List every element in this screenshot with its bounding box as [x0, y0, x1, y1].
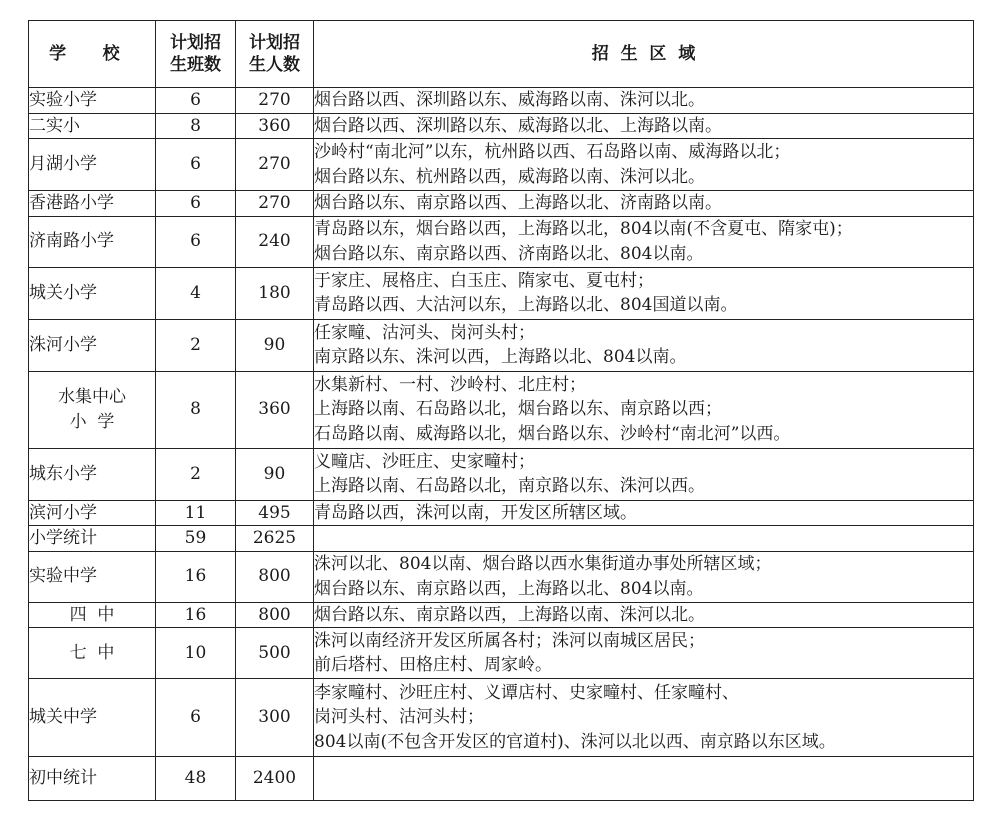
student-count-cell: 270 [236, 139, 314, 191]
area-line: 南京路以东、洙河以西，上海路以北、804以南。 [314, 347, 687, 367]
class-count-cell: 48 [156, 757, 236, 801]
area-cell [314, 602, 974, 628]
school-cell [29, 526, 156, 552]
table-row [29, 526, 974, 552]
school-name: 实验小学 [29, 90, 97, 110]
student-count-cell: 800 [236, 602, 314, 628]
header-school-text: 学 校 [49, 44, 135, 64]
area-cell [314, 757, 974, 801]
area-line: 于家庄、展格庄、白玉庄、隋家屯、夏屯村； [314, 270, 654, 291]
class-count-cell: 2 [156, 319, 236, 371]
table-row [29, 267, 974, 319]
table-row [29, 679, 974, 757]
area-line: 水集新村、一村、沙岭村、北庄村； [314, 374, 586, 395]
area-line: 青岛路以西、大沽河以东，上海路以北、804国道以南。 [314, 295, 738, 315]
student-count-cell: 2625 [236, 526, 314, 552]
school-name: 济南路小学 [29, 231, 114, 252]
student-count-cell: 360 [236, 113, 314, 139]
enrollment-table [28, 20, 974, 801]
school-name: 四 中 [69, 604, 115, 625]
area-line: 烟台路以西、深圳路以东、威海路以南、洙河以北。 [314, 90, 705, 110]
area-line: 义疃店、沙旺庄、史家疃村； [314, 451, 535, 472]
table-row [29, 448, 974, 500]
header-area-text: 招 生 区 域 [591, 44, 696, 64]
table-body [29, 88, 974, 801]
area-line: 烟台路以东、南京路以西，上海路以南、洙河以北。 [314, 604, 705, 625]
area-line: 李家疃村、沙旺庄村、义谭店村、史家疃村、任家疃村、 [314, 682, 739, 703]
area-line: 烟台路以东、南京路以西、济南路以北、804以南。 [314, 243, 704, 264]
area-cell [314, 500, 974, 526]
class-count-cell: 2 [156, 448, 236, 500]
school-name: 水集中心 [58, 387, 126, 407]
area-cell [314, 551, 974, 602]
table-row [29, 757, 974, 801]
class-count-cell: 16 [156, 551, 236, 602]
school-name: 七 中 [69, 642, 115, 663]
school-cell [29, 448, 156, 500]
header-students-line: 计划招 [249, 33, 300, 53]
school-name: 小 学 [69, 411, 115, 432]
header-school [29, 21, 156, 88]
school-name: 滨河小学 [29, 502, 97, 523]
class-count-cell: 59 [156, 526, 236, 552]
header-students [236, 21, 314, 88]
area-line: 任家疃、沽河头、岗河头村； [314, 322, 535, 343]
school-name: 城关中学 [29, 707, 97, 728]
area-line: 烟台路以东、杭州路以西，威海路以南、洙河以北。 [314, 166, 705, 187]
school-cell [29, 191, 156, 217]
student-count-cell: 500 [236, 628, 314, 679]
table-row [29, 371, 974, 448]
school-name: 初中统计 [29, 768, 97, 789]
class-count-cell: 6 [156, 88, 236, 114]
table-row [29, 216, 974, 267]
student-count-cell: 90 [236, 319, 314, 371]
class-count-cell: 11 [156, 500, 236, 526]
area-cell [314, 267, 974, 319]
area-cell [314, 319, 974, 371]
student-count-cell: 300 [236, 679, 314, 757]
school-cell [29, 267, 156, 319]
area-cell [314, 216, 974, 267]
student-count-cell: 240 [236, 216, 314, 267]
header-students-line: 生人数 [249, 55, 300, 75]
area-cell [314, 139, 974, 191]
area-line: 上海路以南、石岛路以北，南京路以东、洙河以西。 [314, 476, 705, 496]
class-count-cell: 6 [156, 139, 236, 191]
table-row [29, 191, 974, 217]
header-row [29, 21, 974, 88]
area-line: 洙河以北、804以南、烟台路以西水集街道办事处所辖区域； [314, 554, 772, 574]
table-row [29, 139, 974, 191]
school-cell [29, 757, 156, 801]
student-count-cell: 2400 [236, 757, 314, 801]
class-count-cell: 8 [156, 371, 236, 448]
area-line: 804以南(不包含开发区的官道村)、洙河以北以西、南京路以东区域。 [314, 731, 836, 752]
area-cell [314, 628, 974, 679]
header-classes-line: 计划招 [170, 33, 221, 53]
area-line: 烟台路以东、南京路以西，上海路以北、804以南。 [314, 578, 704, 599]
class-count-cell: 6 [156, 216, 236, 267]
table-row [29, 88, 974, 114]
table-row [29, 602, 974, 628]
header-classes [156, 21, 236, 88]
table-row [29, 551, 974, 602]
school-name: 城东小学 [29, 463, 97, 484]
school-cell [29, 319, 156, 371]
school-name: 洙河小学 [29, 334, 97, 355]
class-count-cell: 10 [156, 628, 236, 679]
school-cell [29, 139, 156, 191]
area-line: 青岛路以东，烟台路以西，上海路以北，804以南(不含夏屯、隋家屯)； [314, 219, 853, 239]
area-line: 岗河头村、沽河头村； [314, 707, 484, 728]
school-name: 城关小学 [29, 282, 97, 303]
class-count-cell: 8 [156, 113, 236, 139]
school-name: 实验中学 [29, 566, 97, 587]
area-cell [314, 526, 974, 552]
school-cell [29, 679, 156, 757]
school-cell [29, 602, 156, 628]
school-cell [29, 88, 156, 114]
table-row [29, 113, 974, 139]
table-row [29, 500, 974, 526]
area-line: 青岛路以西，洙河以南，开发区所辖区域。 [314, 502, 637, 523]
area-cell [314, 448, 974, 500]
student-count-cell: 270 [236, 191, 314, 217]
class-count-cell: 16 [156, 602, 236, 628]
student-count-cell: 800 [236, 551, 314, 602]
area-cell [314, 679, 974, 757]
school-cell [29, 628, 156, 679]
student-count-cell: 360 [236, 371, 314, 448]
school-name: 小学统计 [29, 528, 97, 548]
school-name: 月湖小学 [29, 154, 97, 175]
area-line: 烟台路以东、南京路以西、上海路以北、济南路以南。 [314, 193, 722, 213]
area-cell [314, 371, 974, 448]
area-line: 前后塔村、田格庄村、周家岭。 [314, 655, 552, 675]
area-line: 烟台路以西、深圳路以东、威海路以北、上海路以南。 [314, 115, 722, 136]
header-area [314, 21, 974, 88]
area-line: 沙岭村“南北河”以东，杭州路以西、石岛路以南、威海路以北； [314, 142, 791, 162]
school-cell [29, 371, 156, 448]
area-cell [314, 113, 974, 139]
class-count-cell: 4 [156, 267, 236, 319]
school-name: 香港路小学 [29, 193, 114, 213]
student-count-cell: 270 [236, 88, 314, 114]
class-count-cell: 6 [156, 679, 236, 757]
school-name: 二实小 [29, 115, 80, 136]
school-cell [29, 500, 156, 526]
school-cell [29, 216, 156, 267]
school-cell [29, 551, 156, 602]
school-cell [29, 113, 156, 139]
table-row [29, 628, 974, 679]
header-classes-line: 生班数 [170, 55, 221, 75]
student-count-cell: 180 [236, 267, 314, 319]
area-line: 上海路以南、石岛路以北，烟台路以东、南京路以西； [314, 399, 722, 420]
area-line: 石岛路以南、威海路以北，烟台路以东、沙岭村“南北河”以西。 [314, 423, 791, 444]
student-count-cell: 90 [236, 448, 314, 500]
area-cell [314, 191, 974, 217]
area-cell [314, 88, 974, 114]
table-row [29, 319, 974, 371]
class-count-cell: 6 [156, 191, 236, 217]
student-count-cell: 495 [236, 500, 314, 526]
area-line: 洙河以南经济开发区所属各村；洙河以南城区居民； [314, 630, 705, 651]
